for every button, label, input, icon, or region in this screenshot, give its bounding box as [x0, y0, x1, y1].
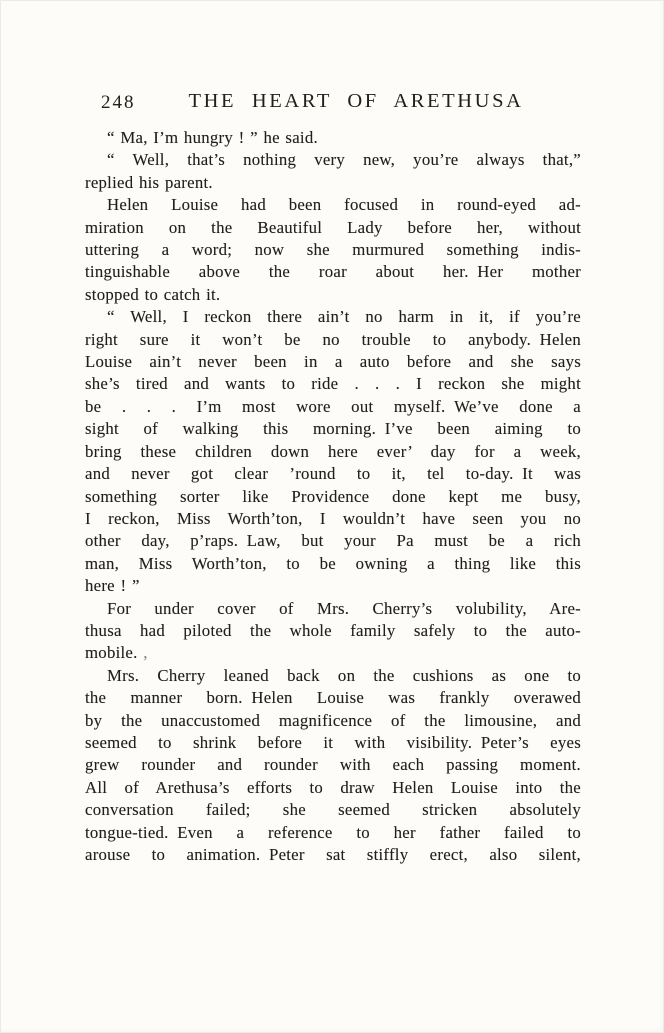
- text-line: she’s tired and wants to ride . . . I reckon she might: [85, 374, 581, 394]
- text-line: All of Arethusa’s efforts to draw Helen Louise into the: [85, 777, 581, 797]
- text-line: miration on the Beautiful Lady before her, without: [85, 217, 581, 237]
- page-number: 248: [101, 92, 136, 113]
- text-line: arouse to animation. Peter sat stiffly erect, also silent,: [85, 845, 581, 864]
- text-line: grew rounder and rounder with each passing moment.: [85, 755, 581, 775]
- text-line: “ Well, I reckon there ain’t no harm in it, if you’re: [107, 307, 581, 327]
- text-line: be . . . I’m most wore out myself. We’ve done a: [85, 396, 581, 416]
- text-line: Helen Louise had been focused in round-eyed ad-: [107, 195, 581, 215]
- paragraph: [85, 194, 581, 306]
- text-line: For under cover of Mrs. Cherry’s volubility, Are-: [107, 598, 581, 618]
- text-line: by the unaccustomed magnificence of the limousine, and: [85, 710, 581, 730]
- text-line: Louise ain’t never been in a auto before and she says: [85, 352, 581, 372]
- text-line: conversation failed; she seemed stricken absolutely: [85, 800, 581, 820]
- paragraph: [85, 127, 581, 149]
- text-line: bring these children down here ever’ day for a week,: [85, 441, 581, 461]
- paragraph: [85, 665, 581, 867]
- text-line: stopped to catch it.: [85, 284, 221, 304]
- print-artifact-mark: ,: [137, 643, 148, 663]
- text-line: the manner born. Helen Louise was frankly overawed: [85, 688, 581, 708]
- text-line: and never got clear ’round to it, tel to-day. It was: [85, 464, 581, 484]
- paragraph: [85, 149, 581, 194]
- text-line-fragment: mobile.: [85, 643, 138, 663]
- text-line: uttering a word; now she murmured something indis-: [85, 240, 581, 260]
- paragraph: [85, 306, 581, 597]
- text-line: “ Well, that’s nothing very new, you’re always that,”: [107, 150, 581, 170]
- text-line: right sure it won’t be no trouble to anybody. Helen: [85, 329, 581, 349]
- text-line: Mrs. Cherry leaned back on the cushions as one to: [107, 665, 581, 685]
- text-line: replied his parent.: [85, 172, 213, 192]
- text-line: tinguishable above the roar about her. Her mother: [85, 262, 581, 282]
- text-line: I reckon, Miss Worth’ton, I wouldn’t have seen you no: [85, 508, 581, 528]
- text-line: other day, p’raps. Law, but your Pa must be a rich: [85, 531, 581, 551]
- text-line: here ! ”: [85, 576, 140, 596]
- page-text: [85, 127, 581, 866]
- running-header-title: THE HEART OF ARETHUSA: [188, 90, 524, 112]
- paragraph: [85, 598, 581, 665]
- text-line: sight of walking this morning. I’ve been aiming to: [85, 419, 581, 439]
- text-line: thusa had piloted the whole family safely to the auto-: [85, 620, 581, 640]
- text-line: “ Ma, I’m hungry ! ” he said.: [107, 128, 318, 147]
- text-line: [85, 642, 581, 664]
- text-line: man, Miss Worth’ton, to be owning a thing like this: [85, 553, 581, 573]
- text-line: seemed to shrink before it with visibility. Peter’s eyes: [85, 732, 581, 752]
- text-line: something sorter like Providence done kept me busy,: [85, 486, 581, 506]
- text-line: tongue-tied. Even a reference to her father failed to: [85, 822, 581, 842]
